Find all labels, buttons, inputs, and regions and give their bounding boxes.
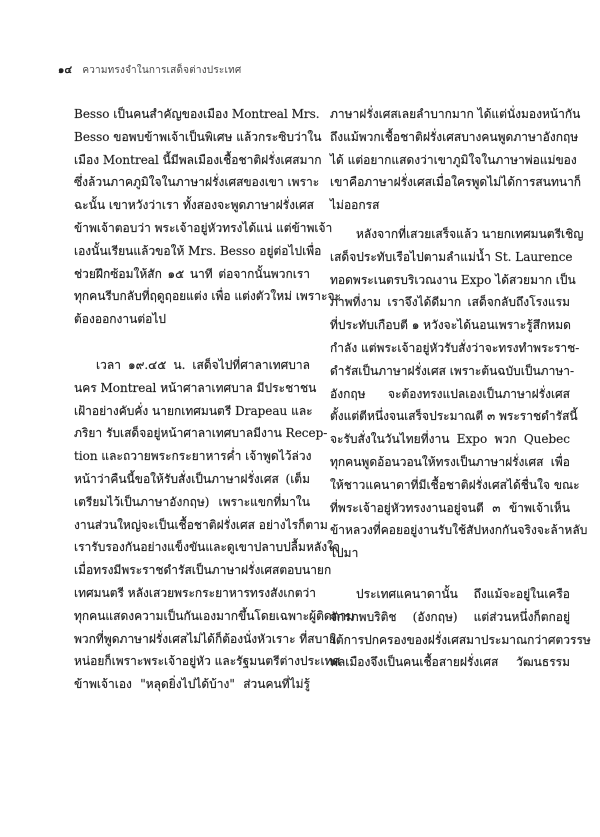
right-paragraph-2 (330, 223, 588, 565)
text-line: เสด็จประทับเรือไปตามลำแม่น้ำ St. Laurence (330, 249, 573, 264)
text-line: Besso ขอพบข้าพเจ้าเป็นพิเศษ แล้วกระซิบว่าใน (74, 129, 322, 144)
text-line: ทุกคนแสดงความเป็นกันเองมากขึ้นโดยเฉพาะผู้ติดตาม (74, 608, 355, 623)
text-line: tion และถวายพระกระยาหารค่ำ เจ้าพูดไว้ล่วง (74, 449, 312, 464)
text-line: ต้องออกงานต่อไป (74, 312, 166, 327)
text-line: เฝ้าอย่างคับคั่ง นายกเทศมนตรี Drapeau และ (74, 403, 313, 418)
text-line: เขาคือภาษาฝรั่งเศสเมื่อใครพูดไม่ได้การสนทนาก็ (330, 175, 582, 190)
text-line: ทอดพระเนตรบริเวณงาน Expo ได้สวยมาก เป็น (330, 272, 576, 287)
text-line: ใต้การปกครองของฝรั่งเศสมาประมาณกว่าศตวรรษ (330, 632, 591, 647)
text-line: ได้ แต่อยากแสดงว่าเขาภูมิใจในภาษาพ่อแม่ของ (330, 152, 577, 167)
left-paragraph-1 (74, 103, 341, 331)
text-line: ดำรัสเป็นภาษาฝรั่งเศส เพราะต้นฉบับเป็นภาษา- (330, 363, 575, 378)
text-line: ช่วยฝึกซ้อมให้สัก ๑๕ นาที ต่อจากนั้นพวกเรา (74, 266, 310, 281)
text-line: พวกที่พูดภาษาฝรั่งเศสไม่ได้ก็ต้องนั่งหัวเราะ ที่สบาย (74, 631, 336, 646)
text-line: นคร Montreal หน้าศาลาเทศบาล มีประชาชน (74, 380, 317, 395)
text-line: พลเมืองจึงเป็นคนเชื้อสายฝรั่งเศส วัฒนธรรม (330, 655, 570, 670)
text-line: งานส่วนใหญ่จะเป็นเชื้อชาติฝรั่งเศส อย่างไรก็ตาม (74, 517, 328, 532)
text-line: ฉะนั้น เขาหวังว่าเรา ทั้งสองจะพูดภาษาฝรั่งเศส (74, 198, 314, 213)
text-line: ข้าหลวงที่คอยอยู่งานรับใช้สัปหงกกันจริงจะล้าหลับ (330, 523, 588, 538)
text-line: เองนั้นเรียนแล้วขอให้ Mrs. Besso อยู่ต่อไปเพื่อ (74, 243, 322, 258)
text-line: เวลา ๑๙.๔๕ น. เสด็จไปที่ศาลาเทศบาล (96, 357, 310, 372)
text-line: อังกฤษ จะต้องทรงแปลเองเป็นภาษาฝรั่งเศส (330, 386, 570, 401)
text-line: ให้ชาวแคนาดาที่มีเชื้อชาติฝรั่งเศสได้ชื่นใจ ขณะ (330, 477, 580, 492)
text-line: ที่ประทับเกือบตี ๑ หวังจะได้นอนเพราะรู้สึกหมด (330, 318, 571, 333)
text-line: หน้าว่าคืนนี้ขอให้รับสั่งเป็นภาษาฝรั่งเศส (เต็ม (74, 471, 310, 486)
text-line: ตั้งแต่ตีหนึ่งจนเสร็จประมาณตี ๓ พระราชดำรัสนี้ (330, 409, 578, 424)
text-line: หน่อยก็เพราะพระเจ้าอยู่หัว และรัฐมนตรีต่างประเทศ (74, 654, 341, 669)
text-line: เมือง Montreal นี้มีพลเมืองเชื้อชาติฝรั่งเศสมาก (74, 152, 322, 167)
text-line: ทุกคนพูดอ้อนวอนให้ทรงเป็นภาษาฝรั่งเศส เพื่อ (330, 454, 570, 469)
text-line: ภาพที่งาม เราจึงได้ดีมาก เสด็จกลับถึงโรงแรม (330, 295, 570, 310)
running-header (58, 63, 241, 78)
text-line: ไปมา (330, 546, 359, 561)
text-line: เทศมนตรี หลังเสวยพระกระยาหารทรงสังเกตว่า (74, 585, 316, 600)
text-line: ประเทศแคนาดานั้น ถึงแม้จะอยู่ในเครือ (356, 586, 570, 601)
text-line: Besso เป็นคนสำคัญของเมือง Montreal Mrs. (74, 107, 320, 121)
text-line: ทุกคนรีบกลับที่ฤดูฤอยแต่ง เพื่อ แต่งตัวใหม่ เพราะจะ (74, 289, 341, 304)
text-line: เรารับรองกันอย่างแข็งขันและดูเขาปลาบปลื้มหลังใจ (74, 540, 340, 555)
text-line: ไม่ออกรส (330, 198, 380, 213)
text-line: ถึงแม้พวกเชื้อชาติฝรั่งเศสบางคนพูดภาษาอังกฤษ (330, 129, 579, 144)
text-line: ข้าพเจ้าตอบว่า พระเจ้าอยู่หัวทรงได้แน่ แต่ข้าพเจ้า (74, 220, 333, 235)
text-line: ภริยา รับเสด็จอยู่หน้าศาลาเทศบาลมีงาน Recep- (74, 426, 328, 441)
text-line: ข้าพเจ้าเอง "หลุดยิ่งไปได้บ้าง" ส่วนคนที่ไม่รู้ (74, 677, 310, 692)
text-line: กำลัง แต่พระเจ้าอยู่หัวรับสั่งว่าจะทรงทำพระราช- (330, 340, 580, 355)
text-line: ซึ่งล้วนภาคภูมิใจในภาษาฝรั่งเศสของเขา เพราะ (74, 175, 320, 190)
right-column (330, 103, 591, 674)
text-line: ภาษาฝรั่งเศสเลยลำบากมาก ได้แต่นั่งมองหน้ากัน (330, 107, 581, 121)
right-paragraph-3 (330, 583, 591, 674)
text-line: จะรับสั่งในวันไทยที่งาน Expo พวก Quebec (330, 432, 570, 447)
text-line: จักรภพบริติช (อังกฤษ) แต่ส่วนหนึ่งก็ตกอยู่ (330, 609, 570, 624)
text-line: หลังจากที่เสวยเสร็จแล้ว นายกเทศมนตรีเชิญ (356, 226, 584, 241)
text-line: เตรียมไว้เป็นภาษาอังกฤษ) เพราะแขกที่มาใน (74, 494, 310, 509)
right-paragraph-1 (330, 103, 582, 217)
text-line: เมื่อทรงมีพระราชดำรัสเป็นภาษาฝรั่งเศสตอบนายก (74, 563, 332, 578)
text-line: ที่พระเจ้าอยู่หัวทรงงานอยู่จนตี ๓ ข้าพเจ้าเห็น (330, 500, 570, 515)
page-number: ๑๔ (58, 65, 73, 76)
running-title: ความทรงจำในการเสด็จต่างประเทศ (82, 65, 242, 76)
